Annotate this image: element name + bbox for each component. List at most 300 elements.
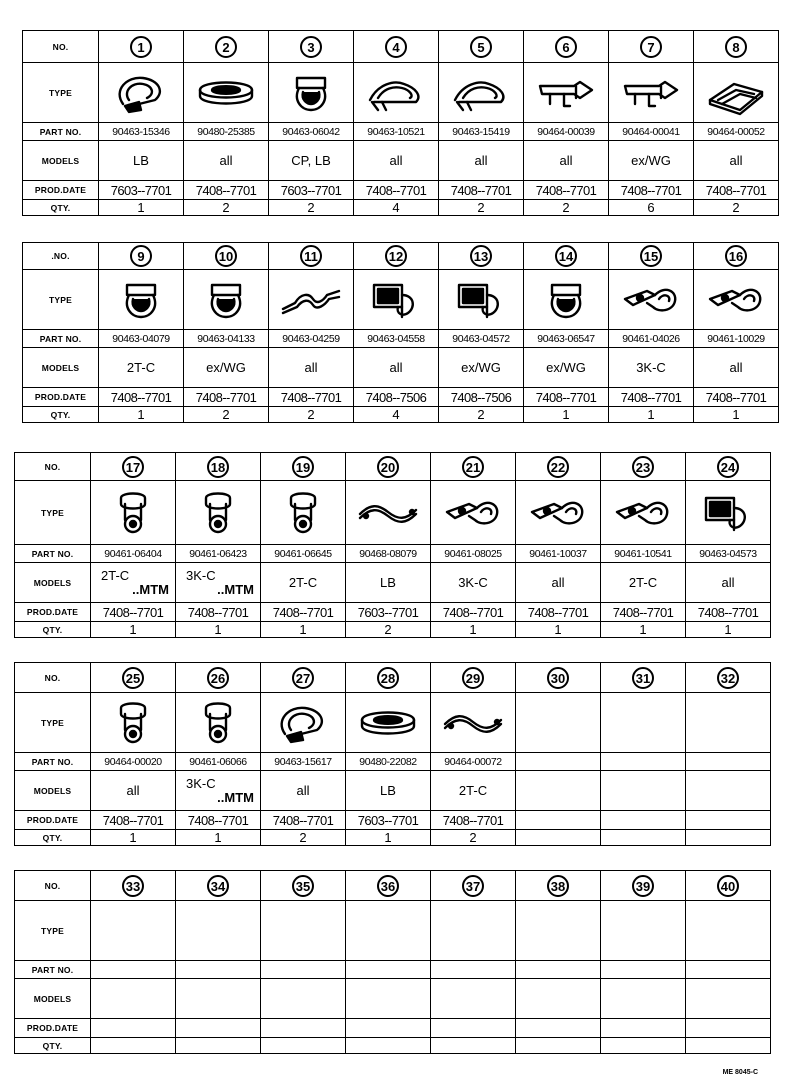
quantity — [431, 1038, 516, 1054]
item-number — [439, 31, 524, 63]
item-number — [524, 31, 609, 63]
prod-date — [176, 1019, 261, 1038]
item-number — [269, 31, 354, 63]
quantity: 1 — [516, 622, 601, 638]
models-cell — [184, 141, 269, 181]
item-number — [686, 453, 771, 481]
part-number: 90463-04572 — [439, 330, 524, 348]
model-text: ..MTM — [132, 581, 169, 597]
part-type-cell — [431, 481, 516, 545]
prod-date: 7603--7701 — [99, 181, 184, 200]
part-number: 90463-04573 — [686, 545, 771, 563]
item-number-circle: 23 — [632, 456, 654, 478]
item-number — [609, 31, 694, 63]
prod-date: 7408--7701 — [354, 181, 439, 200]
prod-date — [686, 1019, 771, 1038]
eye-clamp-icon — [271, 490, 335, 536]
label-part-no: PART NO. — [23, 123, 99, 141]
item-number — [346, 663, 431, 693]
table-row — [15, 871, 771, 901]
models-cell — [91, 979, 176, 1019]
item-number-circle: 33 — [122, 875, 144, 897]
part-type-cell — [686, 693, 771, 753]
quantity — [516, 830, 601, 846]
table-row — [15, 811, 771, 830]
part-type-cell — [261, 901, 346, 961]
item-number-circle: 9 — [130, 245, 152, 267]
prod-date: 7603--7701 — [346, 603, 431, 622]
item-number — [601, 453, 686, 481]
grommet-icon — [194, 70, 258, 116]
part-number — [346, 961, 431, 979]
quantity: 2 — [184, 200, 269, 216]
part-number: 90463-15346 — [99, 123, 184, 141]
quantity: 1 — [346, 830, 431, 846]
prod-date: 7408--7701 — [524, 181, 609, 200]
label-prod-date: PROD.DATE — [15, 1019, 91, 1038]
item-number-circle: 14 — [555, 245, 577, 267]
model-text: ex/WG — [546, 359, 586, 375]
quantity: 2 — [431, 830, 516, 846]
part-number — [516, 753, 601, 771]
label-qty: QTY. — [15, 830, 91, 846]
table-row — [23, 407, 779, 423]
prod-date — [601, 811, 686, 830]
model-text: 2T-C — [126, 359, 156, 375]
model-text: all — [296, 782, 310, 798]
part-type-cell — [601, 901, 686, 961]
bracket-clip-icon — [696, 490, 760, 536]
part-number — [686, 753, 771, 771]
part-number: 90480-22082 — [346, 753, 431, 771]
item-number — [354, 243, 439, 270]
item-number — [686, 663, 771, 693]
part-number: 90461-10037 — [516, 545, 601, 563]
spring-clip-icon — [194, 277, 258, 323]
models-cell — [261, 979, 346, 1019]
label-type: TYPE — [15, 481, 91, 545]
loop-clamp-icon — [109, 70, 173, 116]
quantity: 2 — [269, 407, 354, 423]
part-type-cell — [91, 693, 176, 753]
models-cell — [601, 563, 686, 603]
item-number-circle: 19 — [292, 456, 314, 478]
models-cell — [439, 348, 524, 388]
part-type-cell — [261, 693, 346, 753]
prod-date — [601, 1019, 686, 1038]
item-number-circle: 1 — [130, 36, 152, 58]
model-text: CP, LB — [291, 152, 331, 168]
item-number-circle: 5 — [470, 36, 492, 58]
part-number: 90464-00039 — [524, 123, 609, 141]
part-number — [601, 753, 686, 771]
models-cell — [91, 771, 176, 811]
part-type-cell — [439, 63, 524, 123]
label-type: TYPE — [23, 63, 99, 123]
table-row — [15, 753, 771, 771]
item-number — [609, 243, 694, 270]
models-cell — [346, 771, 431, 811]
model-text: all — [126, 782, 140, 798]
item-number-circle: 40 — [717, 875, 739, 897]
bracket-clip-icon — [449, 277, 513, 323]
prod-date — [261, 1019, 346, 1038]
part-type-cell — [354, 63, 439, 123]
prod-date: 7408--7701 — [516, 603, 601, 622]
item-number — [354, 31, 439, 63]
part-type-cell — [516, 693, 601, 753]
item-number — [99, 31, 184, 63]
table-row — [15, 693, 771, 753]
table-row — [23, 243, 779, 270]
quantity: 1 — [261, 622, 346, 638]
prod-date: 7408--7701 — [609, 181, 694, 200]
part-type-cell — [184, 63, 269, 123]
hook-clamp-icon — [619, 70, 683, 116]
quantity — [601, 830, 686, 846]
models-cell — [354, 141, 439, 181]
table-row — [15, 622, 771, 638]
prod-date: 7408--7701 — [261, 603, 346, 622]
prod-date: 7408--7701 — [184, 388, 269, 407]
models-cell — [431, 563, 516, 603]
item-number-circle: 31 — [632, 667, 654, 689]
label-part-no: PART NO. — [15, 961, 91, 979]
band-clamp-icon — [449, 70, 513, 116]
table-row — [15, 961, 771, 979]
models-cell — [609, 141, 694, 181]
label-no: NO. — [23, 31, 99, 63]
part-number: 90461-06404 — [91, 545, 176, 563]
tab-clamp-icon — [526, 490, 590, 536]
table-row — [15, 453, 771, 481]
label-part-no: PART NO. — [23, 330, 99, 348]
item-number — [176, 663, 261, 693]
table-row — [23, 270, 779, 330]
parts-table — [22, 30, 779, 216]
item-number-circle: 36 — [377, 875, 399, 897]
item-number — [431, 453, 516, 481]
item-number — [431, 871, 516, 901]
prod-date: 7603--7701 — [269, 181, 354, 200]
models-cell — [269, 348, 354, 388]
quantity — [686, 830, 771, 846]
quantity: 1 — [609, 407, 694, 423]
models-cell — [686, 771, 771, 811]
item-number — [184, 243, 269, 270]
quantity: 2 — [184, 407, 269, 423]
item-number — [524, 243, 609, 270]
part-number: 90464-00072 — [431, 753, 516, 771]
part-number — [516, 961, 601, 979]
tab-clamp-icon — [611, 490, 675, 536]
grommet-icon — [356, 700, 420, 746]
quantity — [686, 1038, 771, 1054]
eye-clamp-icon — [101, 700, 165, 746]
models-cell — [601, 771, 686, 811]
item-number — [261, 453, 346, 481]
item-number-circle: 21 — [462, 456, 484, 478]
item-number-circle: 11 — [300, 245, 322, 267]
eye-clamp-icon — [186, 700, 250, 746]
label-qty: QTY. — [23, 407, 99, 423]
quantity: 1 — [601, 622, 686, 638]
prod-date: 7408--7701 — [184, 181, 269, 200]
part-type-cell — [686, 901, 771, 961]
models-cell — [269, 141, 354, 181]
item-number-circle: 34 — [207, 875, 229, 897]
part-type-cell — [431, 901, 516, 961]
prod-date: 7408--7506 — [354, 388, 439, 407]
label-qty: QTY. — [23, 200, 99, 216]
models-cell — [176, 979, 261, 1019]
item-number-circle: 39 — [632, 875, 654, 897]
quantity — [91, 1038, 176, 1054]
part-type-cell — [261, 481, 346, 545]
models-cell — [516, 771, 601, 811]
model-text: all — [389, 359, 403, 375]
part-type-cell — [184, 270, 269, 330]
models-cell — [686, 563, 771, 603]
item-number-circle: 13 — [470, 245, 492, 267]
part-number — [176, 961, 261, 979]
parts-table — [14, 452, 771, 638]
item-number — [176, 871, 261, 901]
quantity: 2 — [524, 200, 609, 216]
part-type-cell — [686, 481, 771, 545]
quantity: 1 — [524, 407, 609, 423]
table-row — [23, 200, 779, 216]
item-number — [516, 871, 601, 901]
loop-clamp-icon — [271, 700, 335, 746]
part-number: 90468-08079 — [346, 545, 431, 563]
quantity — [176, 1038, 261, 1054]
models-cell — [601, 979, 686, 1019]
table-row — [23, 181, 779, 200]
quantity: 1 — [99, 200, 184, 216]
quantity: 1 — [176, 622, 261, 638]
table-row — [15, 481, 771, 545]
eye-clamp-icon — [101, 490, 165, 536]
part-number — [601, 961, 686, 979]
part-type-cell — [176, 901, 261, 961]
item-number — [91, 663, 176, 693]
item-number — [184, 31, 269, 63]
spring-clip-icon — [109, 277, 173, 323]
part-type-cell — [609, 63, 694, 123]
table-row — [15, 771, 771, 811]
item-number-circle: 26 — [207, 667, 229, 689]
item-number — [346, 453, 431, 481]
item-number — [269, 243, 354, 270]
table-row — [15, 830, 771, 846]
item-number-circle: 2 — [215, 36, 237, 58]
parts-table — [14, 662, 771, 846]
label-qty: QTY. — [15, 622, 91, 638]
label-prod-date: PROD.DATE — [23, 388, 99, 407]
item-number — [176, 453, 261, 481]
item-number — [431, 663, 516, 693]
part-number: 90463-04133 — [184, 330, 269, 348]
quantity: 1 — [91, 830, 176, 846]
table-row — [23, 141, 779, 181]
part-type-cell — [524, 270, 609, 330]
part-type-cell — [269, 270, 354, 330]
prod-date: 7408--7701 — [99, 388, 184, 407]
item-number-circle: 28 — [377, 667, 399, 689]
model-text: all — [551, 574, 565, 590]
item-number — [694, 243, 779, 270]
item-number — [516, 663, 601, 693]
models-cell — [99, 141, 184, 181]
item-number-circle: 37 — [462, 875, 484, 897]
prod-date: 7408--7701 — [261, 811, 346, 830]
label-models: MODELS — [15, 771, 91, 811]
item-number-circle: 27 — [292, 667, 314, 689]
item-number — [91, 871, 176, 901]
item-number-circle: 18 — [207, 456, 229, 478]
part-number: 90463-06547 — [524, 330, 609, 348]
model-text: ex/WG — [631, 152, 671, 168]
model-text: all — [474, 152, 488, 168]
model-text: ex/WG — [206, 359, 246, 375]
part-number — [431, 961, 516, 979]
models-cell — [431, 979, 516, 1019]
label-no: .NO. — [23, 243, 99, 270]
part-type-cell — [91, 901, 176, 961]
spring-clip-icon — [279, 70, 343, 116]
part-number: 90461-10029 — [694, 330, 779, 348]
part-number: 90463-04259 — [269, 330, 354, 348]
prod-date: 7408--7506 — [439, 388, 524, 407]
prod-date — [516, 811, 601, 830]
label-models: MODELS — [23, 348, 99, 388]
table-row — [15, 901, 771, 961]
part-number: 90461-06066 — [176, 753, 261, 771]
part-number: 90464-00041 — [609, 123, 694, 141]
prod-date: 7408--7701 — [524, 388, 609, 407]
quantity — [346, 1038, 431, 1054]
part-type-cell — [694, 63, 779, 123]
table-row — [23, 330, 779, 348]
prod-date: 7408--7701 — [601, 603, 686, 622]
part-number: 90463-10521 — [354, 123, 439, 141]
models-cell — [176, 563, 261, 603]
quantity: 1 — [431, 622, 516, 638]
models-cell — [354, 348, 439, 388]
part-number: 90461-10541 — [601, 545, 686, 563]
model-text: 3K-C — [186, 775, 216, 791]
models-cell — [99, 348, 184, 388]
table-row — [23, 63, 779, 123]
item-number — [261, 871, 346, 901]
model-text: all — [559, 152, 573, 168]
model-text: 2T-C — [628, 574, 658, 590]
quantity: 4 — [354, 407, 439, 423]
prod-date — [431, 1019, 516, 1038]
quantity: 4 — [354, 200, 439, 216]
prod-date: 7408--7701 — [91, 811, 176, 830]
quantity: 1 — [176, 830, 261, 846]
model-text: 3K-C — [458, 574, 488, 590]
models-cell — [694, 348, 779, 388]
quantity: 1 — [686, 622, 771, 638]
label-prod-date: PROD.DATE — [15, 811, 91, 830]
models-cell — [346, 563, 431, 603]
eye-clamp-icon — [186, 490, 250, 536]
item-number-circle: 24 — [717, 456, 739, 478]
parts-table — [14, 870, 771, 1054]
label-models: MODELS — [15, 563, 91, 603]
model-text: 2T-C — [458, 782, 488, 798]
bracket-clip-icon — [364, 277, 428, 323]
table-row — [23, 31, 779, 63]
part-number: 90461-06423 — [176, 545, 261, 563]
part-number: 90461-04026 — [609, 330, 694, 348]
quantity: 2 — [269, 200, 354, 216]
quantity: 1 — [91, 622, 176, 638]
part-number: 90464-00020 — [91, 753, 176, 771]
part-type-cell — [516, 481, 601, 545]
model-text: all — [729, 152, 743, 168]
model-text: LB — [133, 152, 149, 168]
part-number: 90463-06042 — [269, 123, 354, 141]
quantity: 2 — [439, 200, 524, 216]
prod-date: 7408--7701 — [431, 603, 516, 622]
item-number-circle: 8 — [725, 36, 747, 58]
prod-date — [346, 1019, 431, 1038]
prod-date: 7603--7701 — [346, 811, 431, 830]
models-cell — [524, 141, 609, 181]
quantity: 1 — [694, 407, 779, 423]
quantity: 2 — [439, 407, 524, 423]
quantity — [601, 1038, 686, 1054]
prod-date — [91, 1019, 176, 1038]
part-type-cell — [176, 481, 261, 545]
item-number-circle: 12 — [385, 245, 407, 267]
models-cell — [261, 563, 346, 603]
label-models: MODELS — [23, 141, 99, 181]
models-cell — [439, 141, 524, 181]
part-number: 90463-15419 — [439, 123, 524, 141]
item-number-circle: 29 — [462, 667, 484, 689]
item-number-circle: 32 — [717, 667, 739, 689]
item-number-circle: 25 — [122, 667, 144, 689]
part-type-cell — [99, 270, 184, 330]
label-no: NO. — [15, 453, 91, 481]
tab-clamp-icon — [441, 490, 505, 536]
tab-clamp-icon — [704, 277, 768, 323]
item-number-circle: 30 — [547, 667, 569, 689]
label-qty: QTY. — [15, 1038, 91, 1054]
quantity: 2 — [694, 200, 779, 216]
model-text: 3K-C — [636, 359, 666, 375]
part-type-cell — [601, 693, 686, 753]
prod-date: 7408--7701 — [91, 603, 176, 622]
item-number-circle: 22 — [547, 456, 569, 478]
prod-date: 7408--7701 — [176, 603, 261, 622]
table-row — [15, 563, 771, 603]
item-number-circle: 38 — [547, 875, 569, 897]
table-row — [23, 348, 779, 388]
part-type-cell — [524, 63, 609, 123]
quantity: 2 — [346, 622, 431, 638]
model-text: 2T-C — [288, 574, 318, 590]
part-type-cell — [431, 693, 516, 753]
models-cell — [261, 771, 346, 811]
models-cell — [346, 979, 431, 1019]
model-text: 3K-C — [186, 567, 216, 583]
